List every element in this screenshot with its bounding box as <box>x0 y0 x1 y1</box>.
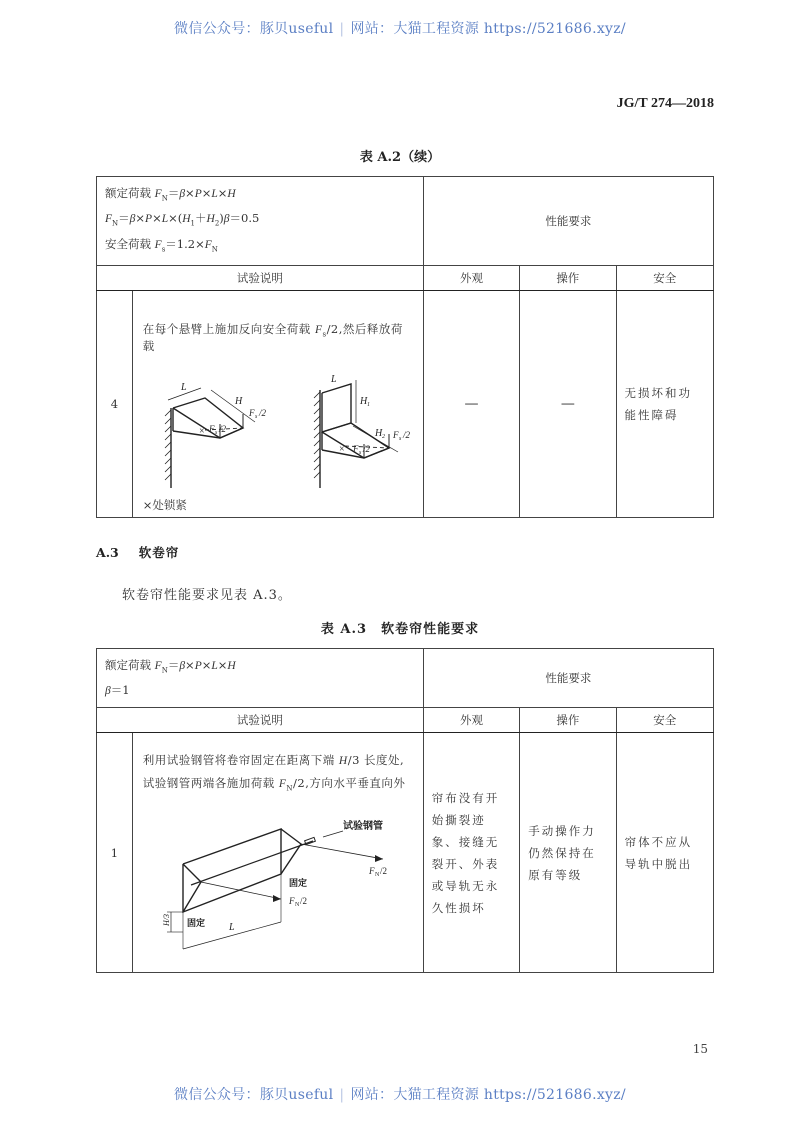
svg-text:1: 1 <box>366 402 370 409</box>
formula-line-rated-load: 额定荷载 $F_N=\beta\times P\times L\times H$ <box>105 186 236 203</box>
svg-text:/2: /2 <box>258 408 266 419</box>
watermark-top <box>0 18 800 38</box>
svg-text:N: N <box>374 871 380 878</box>
formula-line-safety-load: 安全荷载 $F_s=1.2\times F_N$ <box>105 236 218 253</box>
table-a3-caption: 表 A.3 软卷帘性能要求 <box>320 622 480 637</box>
col-description: 试验说明 <box>97 265 424 290</box>
row-safety: 帘体不应从导轨中脱出 <box>616 733 713 973</box>
svg-text:固定: 固定 <box>288 877 307 888</box>
svg-text:F: F <box>368 865 375 876</box>
section-heading <box>96 543 179 561</box>
roller-blind-test-diagram <box>143 804 413 964</box>
svg-text:s: s <box>214 430 218 437</box>
table-a3 <box>96 648 714 973</box>
svg-text:H/3: H/3 <box>161 913 171 926</box>
col-description: 试验说明 <box>97 708 424 733</box>
svg-text:L: L <box>330 374 337 386</box>
watermark-bottom <box>0 1084 800 1104</box>
row-description <box>132 290 423 517</box>
description-line-2: 试验钢管两端各施加荷载 $F_N/2$,方向水平垂直向外 <box>142 776 406 793</box>
svg-text:L: L <box>228 921 235 933</box>
svg-text:/2: /2 <box>402 430 410 441</box>
section-title: 软卷帘 <box>138 545 180 560</box>
svg-text:固定: 固定 <box>186 917 205 928</box>
lock-note: ×处锁紧 <box>142 498 187 513</box>
svg-text:/2: /2 <box>362 444 370 455</box>
row-number: 1 <box>97 733 133 973</box>
formula-line-rated-load: 额定荷载 $F_N=\beta\times P\times L\times H$ <box>105 658 236 675</box>
svg-text:/2: /2 <box>379 865 387 876</box>
section-paragraph: 软卷帘性能要求见表 A.3。 <box>122 588 292 603</box>
watermark-site: 网站：大猫工程资源 https://521686.xyz/ <box>350 21 626 37</box>
watermark-separator: | <box>339 1087 345 1103</box>
formula-line-cantilever: $F_N=\beta\times P\times L\times(H_1+H_2)\beta=0.5$ <box>105 211 260 228</box>
svg-text:试验钢管: 试验钢管 <box>342 820 383 832</box>
svg-text:F: F <box>392 430 399 441</box>
svg-text:F: F <box>248 408 255 419</box>
formula-cell <box>97 177 424 266</box>
col-operation: 操作 <box>520 265 616 290</box>
col-appearance: 外观 <box>423 708 520 733</box>
formula-line-beta: β＝1 <box>105 683 130 698</box>
row-number: 4 <box>97 290 133 517</box>
col-operation: 操作 <box>520 708 616 733</box>
svg-text:H: H <box>234 396 243 408</box>
svg-text:L: L <box>180 382 187 394</box>
svg-text:F: F <box>288 895 295 906</box>
description-line-1: 利用试验钢管将卷帘固定在距离下端 H/3 长度处, <box>142 753 405 768</box>
svg-text:s: s <box>398 436 402 443</box>
svg-text:N: N <box>294 901 300 908</box>
col-appearance: 外观 <box>423 265 519 290</box>
table-a2-caption: 表 A.2（续） <box>359 150 441 165</box>
watermark-wechat: 微信公众号：豚贝useful <box>174 1087 334 1103</box>
svg-text:F: F <box>208 424 215 435</box>
page-number: 15 <box>692 1042 708 1056</box>
col-safety: 安全 <box>616 708 713 733</box>
table-row <box>97 290 714 517</box>
row-appearance: — <box>423 290 519 517</box>
row-description <box>132 733 423 973</box>
section-number: A.3 <box>96 545 119 560</box>
svg-text:×: × <box>338 444 345 456</box>
svg-text:2: 2 <box>381 434 385 441</box>
row-operation: 手动操作力仍然保持在原有等级 <box>520 733 616 973</box>
formula-cell <box>97 649 424 708</box>
svg-text:/2: /2 <box>299 895 307 906</box>
performance-header: 性能要求 <box>423 177 713 266</box>
col-safety: 安全 <box>616 265 714 290</box>
standard-code: JG/T 274—2018 <box>616 96 714 111</box>
watermark-site: 网站：大猫工程资源 https://521686.xyz/ <box>350 1087 626 1103</box>
row-operation: — <box>520 290 616 517</box>
row-safety: 无损坏和功能性障碍 <box>616 290 714 517</box>
svg-text:s: s <box>358 450 362 457</box>
cantilever-load-diagram <box>143 360 413 495</box>
svg-text:×: × <box>198 426 205 438</box>
svg-text:F: F <box>352 444 359 455</box>
description-text <box>143 749 413 799</box>
watermark-separator: | <box>339 21 345 37</box>
table-a2 <box>96 176 714 518</box>
svg-text:H: H <box>359 396 368 408</box>
description-text: 在每个悬臂上施加反向安全荷载 $F_s/2$,然后释放荷载 <box>142 321 403 354</box>
row-appearance: 帘布没有开始撕裂迹象、接缝无裂开、外表或导轨无永久性损坏 <box>423 733 520 973</box>
svg-text:s: s <box>254 414 258 421</box>
svg-text:/2: /2 <box>218 424 226 435</box>
table-row <box>97 733 714 973</box>
performance-header: 性能要求 <box>423 649 713 708</box>
watermark-wechat: 微信公众号：豚贝useful <box>174 21 334 37</box>
svg-text:H: H <box>374 428 383 440</box>
